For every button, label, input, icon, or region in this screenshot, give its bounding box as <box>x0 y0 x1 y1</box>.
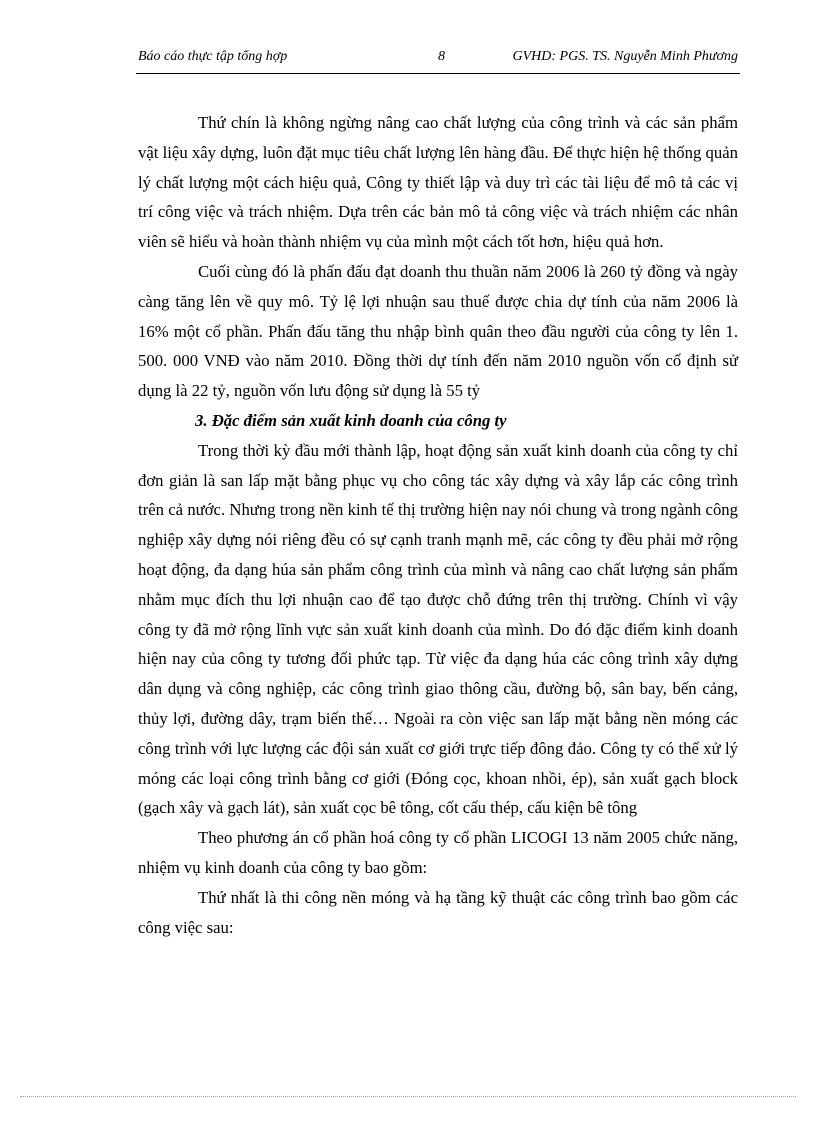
page-body <box>138 108 738 942</box>
footer-rule <box>20 1096 796 1097</box>
paragraph-foundation-works: Thứ nhất là thi công nền móng và hạ tầng kỹ thuật các công trình bao gồm các công việc sau: <box>138 887 738 937</box>
paragraph-business-features: Trong thời kỳ đầu mới thành lập, hoạt động sản xuất kinh doanh của công ty chỉ đơn giản là san lấp mặt bằng phục vụ cho công tác xây dựng và xây lắp các công trình trên cả nước. Nhưng trong nền kinh tế thị trường hiện nay nói chung và trong ngành công nghiệp xây dựng nói riêng đều có sự cạnh tranh mạnh mẽ, các công ty đều phải mở rộng hoạt động, đa dạng húa sản phẩm công trình của mình và nâng cao chất lượng sản phẩm nhằm mục đích thu lợi nhuận cao để tạo được chỗ đứng trên thị trường. Chính vì vậy công ty đã mở rộng lĩnh vực sản xuất kinh doanh của mình. Do đó đặc điểm kinh doanh hiện nay của công ty tương đối phức tạp. Từ việc đa dạng húa các công trình xây dựng dân dụng và công nghiệp, các công trình giao thông cầu, đường bộ, sân bay, bến cảng, thủy lợi, đường dây, trạm biến thế… Ngoài ra còn việc san lấp mặt bằng nền móng các công trình với lực lượng các đội sản xuất cơ giới trực tiếp đông đảo. Công ty có thể xử lý móng các loại công trình bằng cơ giới (Đóng cọc, khoan nhồi, ép), sản xuất gạch block (gạch xây và gạch lát), sản xuất cọc bê tông, cốt cấu thép, cấu kiện bê tông <box>138 440 738 818</box>
header-rule <box>136 73 740 74</box>
header-supervisor: GVHD: PGS. TS. Nguyễn Minh Phương <box>512 49 738 64</box>
page-number: 8 <box>438 49 445 64</box>
paragraph-equitization: Theo phương án cổ phần hoá công ty cổ phần LICOGI 13 năm 2005 chức năng, nhiệm vụ kinh doanh của công ty bao gồm: <box>138 828 738 877</box>
page-header <box>138 49 738 71</box>
header-report-title: Báo cáo thực tập tổng hợp <box>138 49 288 64</box>
paragraph-revenue-target: Cuối cùng đó là phấn đấu đạt doanh thu thuần năm 2006 là 260 tỷ đồng và ngày càng tăng lên về quy mô. Tỷ lệ lợi nhuận sau thuế được chia dự tính của năm 2006 là 16% một cổ phần. Phấn đấu tăng thu nhập bình quân theo đầu người của công ty lên 1. 500. 000 VNĐ vào năm 2010. Đồng thời dự tính đến năm 2010 nguồn vốn cố định sử dụng là 22 tỷ, nguồn vốn lưu động sử dụng là 55 tỷ <box>138 261 738 401</box>
section-heading: 3. Đặc điểm sản xuất kinh doanh của công ty <box>195 410 507 430</box>
paragraph-quality: Thứ chín là không ngừng nâng cao chất lượng của công trình và các sản phẩm vật liệu xây dựng, luôn đặt mục tiêu chất lượng lên hàng đầu. Để thực hiện hệ thống quản lý chất lượng một cách hiệu quả, Công ty thiết lập và duy trì các tài liệu để mô tả các vị trí công việc và trách nhiệm. Dựa trên các bản mô tả công việc và trách nhiệm các nhân viên sẽ hiểu và hoàn thành nhiệm vụ của mình một cách tốt hơn, hiệu quả hơn. <box>138 113 738 252</box>
